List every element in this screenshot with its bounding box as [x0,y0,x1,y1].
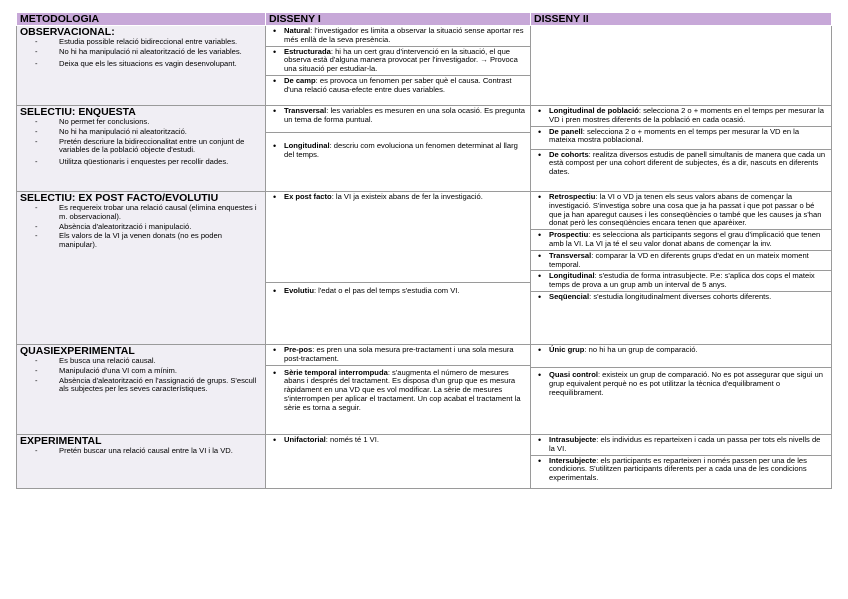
methodology-cell [17,192,266,345]
design-table [16,12,832,489]
design1-cell [266,435,531,489]
list-item: • Longitudinal: descriu com evoluciona un fenomen determinat al llarg del temps. [266,141,530,161]
list-item: - Pretén buscar una relació causal entre la VI i la VD. [17,447,265,456]
list-item: • Transversal: comparar la VD en diferents grups d'edat en un mateix moment temporal. [531,251,831,272]
list-item: • Unifactorial: només té 1 VI. [266,435,530,446]
list-item: - Els valors de la VI ja venen donats (no es poden manipular). [17,232,265,250]
methodology-title: OBSERVACIONAL: [20,26,115,38]
list-item: • Natural: l'investigador es limita a observar la situació sense aportar res més enllà de la seva presència. [266,26,530,47]
list-item: - Pretén descriure la bidireccionalitat entre un conjunt de variables de la població objecte d'estudi. [17,138,265,156]
list-item: • Quasi control: existeix un grup de comparació. No es pot assegurar que sigui un grup equivalent perquè no es pot utilitzar la tècnica d'equilibrament o reequilibrament. [531,368,831,398]
list-item: • Únic grup: no hi ha un grup de comparació. [531,345,831,368]
list-item: • Evolutiu: l'edat o el pas del temps s'estudia com VI. [266,283,530,297]
list-item: - No permet fer conclusions. [17,118,265,127]
list-item: - Utilitza qüestionaris i enquestes per recollir dades. [17,158,265,167]
list-item: - Absència d'aleatorització en l'assignació de grups. S'escull als subjectes per les seves característiques. [17,377,265,395]
design1-cell [266,345,531,435]
list-item: - Deixa que els les situacions es vagin desenvolupant. [17,60,265,69]
design1-cell [266,106,531,192]
list-item: - No hi ha manipulació ni aleatorització. [17,128,265,137]
methodology-title: SELECTIU: EX POST FACTO/EVOLUTIU [20,192,219,204]
list-item: • Estructurada: hi ha un cert grau d'intervenció en la situació, el que observa està d'alguna manera provocat per l'investigador. → Provoca una situació per estudiar-la. [266,47,530,76]
methodology-cell [17,26,266,106]
list-item: • Ex post facto: la VI ja existeix abans de fer la investigació. [266,192,530,283]
list-item: • Intrasubjecte: els individus es reparteixen i cada un passa per tots els nivells de la VI. [531,435,831,456]
list-item: - No hi ha manipulació ni aleatorització de les variables. [17,48,265,57]
list-item: - Estudia possible relació bidireccional entre variables. [17,38,265,47]
design1-cell [266,26,531,106]
methodology-cell [17,345,266,435]
design2-cell [531,106,832,192]
list-item: - Es requereix trobar una relació causal (elimina enquestes i m. observacional). [17,204,265,222]
list-item: • De panell: selecciona 2 o + moments en el temps per mesurar la VD en la mateixa mostra poblacional. [531,127,831,150]
design2-cell [531,435,832,489]
header-disseny-2: DISSENY II [531,13,832,26]
list-item: • De camp: es provoca un fenomen per saber què el causa. Contrast d'una relació causa-efecte entre dues variables. [266,76,530,96]
row-observacional [17,26,832,106]
list-item: • Retrospectiu: la VI o VD ja tenen els seus valors abans de començar la investigació. S'investiga sobre una cosa que ja ha passat i que pot passar o bé que ja han aparegut causes i les conseqüències o també que les causes ja s'han donat però les conseqüències encara tenen que aparèixer. [531,192,831,230]
methodology-cell [17,435,266,489]
design2-cell [531,26,832,106]
methodology-cell [17,106,266,192]
list-item: - Absència d'aleatorització i manipulació. [17,223,265,232]
header-disseny-1: DISSENY I [266,13,531,26]
list-item: • Transversal: les variables es mesuren en una sola ocasió. Es pregunta un tema de forma puntual. [266,106,530,133]
methodology-title: SELECTIU: ENQUESTA [20,106,136,118]
row-experimental [17,435,832,489]
list-item: - Manipulació d'una VI com a mínim. [17,367,265,376]
header-metodologia: METODOLOGIA [17,13,266,26]
row-enquesta [17,106,832,192]
list-item: • Sèrie temporal interrompuda: s'augmenta el número de mesures abans i després del tractament. Es disposa d'un grup que es mesura ràpidament en una VD que es vol modificar. La sèrie de mesures s'interrompen per aplicar el tractament. Un cop acabat el tractament la sèrie es torna a seguir. [266,366,530,414]
design2-cell [531,192,832,345]
list-item: • Prospectiu: es selecciona als participants segons el grau d'implicació que tenen amb la VI. La VI ja té el seu valor donat abans de començar la inv. [531,230,831,251]
methodology-title: EXPERIMENTAL [20,435,102,447]
list-item: - Es busca una relació causal. [17,357,265,366]
list-item: • Longitudinal: s'estudia de forma intrasubjecte. P.e: s'aplica dos cops el mateix temps de prova a un grup amb un interval de 5 anys. [531,271,831,292]
list-item: • Seqüencial: s'estudia longitudinalment diverses cohorts diferents. [531,292,831,303]
methodology-title: QUASIEXPERIMENTAL [20,345,135,357]
list-item: • Intersubjecte: els participants es reparteixen i només passen per una de les condicions. S'utilitzen participants diferents per a cada una de les condicions experimentals. [531,456,831,484]
row-expost [17,192,832,345]
list-item: • De cohorts: realitza diversos estudis de panell simultanis de manera que cada un està compost per una cohort diferent de subjectes, és a dir, nascuts en diferents dates. [531,150,831,178]
design2-cell [531,345,832,435]
row-quasi [17,345,832,435]
design1-cell [266,192,531,345]
list-item: • Pre-pos: es pren una sola mesura pre-tractament i una sola mesura post-tractament. [266,345,530,366]
list-item: • Longitudinal de població: selecciona 2 o + moments en el temps per mesurar la VD i pren mostres diferents de la població en cada ocasió. [531,106,831,127]
header-row [17,13,832,26]
